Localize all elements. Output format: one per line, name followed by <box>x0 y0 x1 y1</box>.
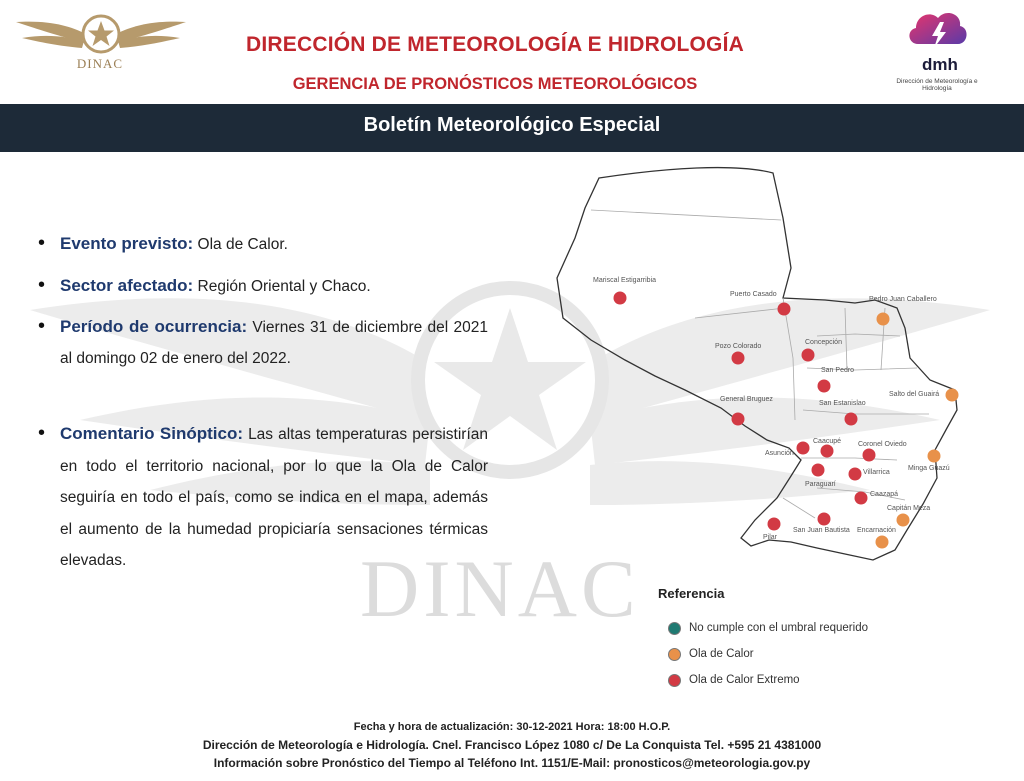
legend-dot-orange <box>668 648 681 661</box>
city-label: San Estanislao <box>819 400 866 407</box>
city-marker <box>818 380 831 393</box>
bullet-evento <box>38 228 288 260</box>
city-marker <box>778 303 791 316</box>
city-label: Caacupé <box>813 438 842 445</box>
city-marker <box>818 513 831 526</box>
city-marker <box>614 292 627 305</box>
legend-dot-red <box>668 674 681 687</box>
bullet-periodo <box>38 311 488 374</box>
watermark-text: DINAC <box>360 543 640 634</box>
bullet-comentario <box>38 418 488 577</box>
footer-update: Fecha y hora de actualización: 30-12-2021 Hora: 18:00 H.O.P. <box>353 721 671 733</box>
comentario-value: Las altas temperaturas persistirían en todo el territorio nacional, por lo que la Ola de Calor seguiría en todo el país, como se indica en el mapa, además el aumento de la humedad propiciaría sensaciones térmicas elevadas. <box>60 426 489 569</box>
city-marker <box>897 514 910 527</box>
city-marker <box>877 313 890 326</box>
city-label: General Bruguez <box>720 396 773 403</box>
evento-value: Ola de Calor. <box>197 236 288 253</box>
dinac-label: DINAC <box>76 56 124 71</box>
city-label: Caazapá <box>870 491 899 498</box>
footer-address: Dirección de Meteorología e Hidrología. Cnel. Francisco López 1080 c/ De La Conquista Tel. +595 21 4381000 <box>202 738 822 752</box>
city-label: Capitán Meza <box>887 505 931 512</box>
city-label: Mariscal Estigarribia <box>593 277 657 284</box>
legend-item <box>658 641 958 667</box>
city-label: Concepción <box>805 339 842 346</box>
city-label: Villarrica <box>863 469 890 476</box>
city-label: Minga Guazú <box>908 465 950 472</box>
city-label: Puerto Casado <box>730 291 777 298</box>
sector-label: Sector afectado: <box>60 276 194 295</box>
city-marker <box>768 518 781 531</box>
periodo-label: Período de ocurrencia: <box>60 317 248 336</box>
legend-item <box>658 667 958 693</box>
map-legend <box>658 586 958 693</box>
city-marker <box>876 536 889 549</box>
city-label: Pozo Colorado <box>715 343 762 350</box>
city-label: San Pedro <box>821 367 855 374</box>
city-label: Pedro Juan Caballero <box>869 296 937 303</box>
city-label: Paraguarí <box>805 481 836 488</box>
legend-title: Referencia <box>658 586 725 601</box>
city-marker <box>928 450 941 463</box>
dmh-logo-subtitle: Dirección de Meteorología e Hidrología <box>896 78 978 93</box>
sector-value: Región Oriental y Chaco. <box>197 278 371 295</box>
footer-contact: Información sobre Pronóstico del Tiempo al Teléfono Int. 1151/E-Mail: pronosticos@meteorologia.gov.py <box>213 756 811 770</box>
bullet-sector <box>38 270 371 302</box>
header <box>0 0 1024 104</box>
dmh-logo-text: dmh <box>922 55 958 74</box>
paraguay-map <box>555 158 995 578</box>
city-marker <box>855 492 868 505</box>
city-marker <box>812 464 825 477</box>
city-marker <box>845 413 858 426</box>
city-marker <box>797 442 810 455</box>
footer <box>0 718 1024 772</box>
legend-label: Ola de Calor Extremo <box>689 674 800 686</box>
city-label: Asunción <box>765 450 794 457</box>
evento-label: Evento previsto: <box>60 234 194 253</box>
legend-dot-teal <box>668 622 681 635</box>
city-label: Pilar <box>763 534 778 541</box>
city-marker <box>863 449 876 462</box>
page-title: DIRECCIÓN DE METEOROLOGÍA E HIDROLOGÍA <box>245 33 744 56</box>
city-marker <box>849 468 862 481</box>
banner <box>0 104 1024 152</box>
city-marker <box>821 445 834 458</box>
comentario-label: Comentario Sinóptico: <box>60 424 244 443</box>
city-marker <box>732 352 745 365</box>
legend-label: No cumple con el umbral requerido <box>689 622 868 634</box>
country-outline <box>557 168 957 560</box>
legend-label: Ola de Calor <box>689 648 754 660</box>
city-marker <box>732 413 745 426</box>
city-label: San Juan Bautista <box>793 527 850 534</box>
city-label: Salto del Guairá <box>889 391 940 398</box>
page-subtitle: GERENCIA DE PRONÓSTICOS METEOROLÓGICOS <box>292 75 698 93</box>
city-label: Coronel Oviedo <box>858 441 907 448</box>
city-label: Encarnación <box>857 527 896 534</box>
city-marker <box>946 389 959 402</box>
bulletin-title: Boletín Meteorológico Especial <box>363 114 661 136</box>
periodo-value: Viernes 31 de diciembre del 2021 al domingo 02 de enero del 2022. <box>60 319 488 367</box>
legend-item <box>658 615 958 641</box>
city-marker <box>802 349 815 362</box>
